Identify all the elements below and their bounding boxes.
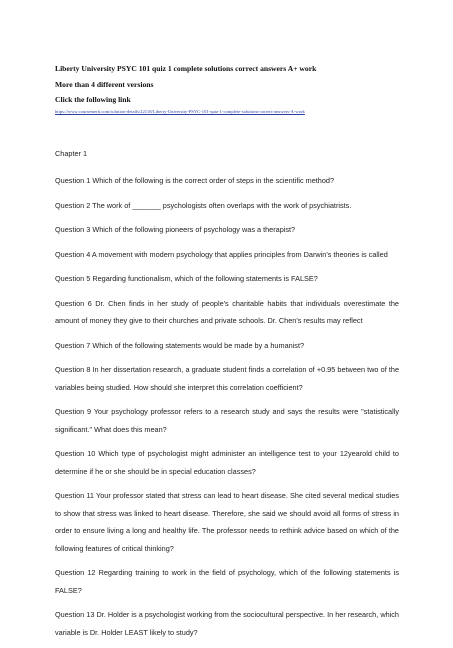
document-header <box>55 64 415 116</box>
question-12: Question 12 Regarding training to work in the field of psychology, which of the following statements is FALSE? <box>55 568 399 595</box>
question-2: Question 2 The work of _______ psychologists often overlaps with the work of psychiatrists. <box>55 200 352 210</box>
document-body <box>55 148 399 648</box>
question-4: Question 4 A movement with modern psychology that applies principles from Darwin's theories is called <box>55 249 388 259</box>
question-8: Question 8 In her dissertation research, a graduate student finds a correlation of +0.95 between two of the variables being studied. How should she interpret this correlation coefficient? <box>55 365 399 392</box>
chapter-heading: Chapter 1 <box>55 149 88 158</box>
versions-note: More than 4 different versions <box>55 79 154 89</box>
question-13: Question 13 Dr. Holder is a psychologist working from the sociocultural perspective. In her research, which variable is Dr. Holder LEAST likely to study? <box>55 610 399 637</box>
document-title: Liberty University PSYC 101 quiz 1 complete solutions correct answers A+ work <box>55 64 317 73</box>
question-11: Question 11 Your professor stated that stress can lead to heart disease. She cited several medical studies to show that stress was linked to heart disease. Therefore, she said we should avoid all forms of stress in order to ensure living a long and healthy life. The professor needs to rethink advice based on which of the following features of critical thinking? <box>55 491 399 553</box>
question-6: Question 6 Dr. Chen finds in her study of people's charitable habits that individuals overestimate the amount of money they give to their churches and private schools. Dr. Chen's results may reflect <box>55 298 399 325</box>
question-7: Question 7 Which of the following statements would be made by a humanist? <box>55 340 305 350</box>
solution-link[interactable]: https://www.coursemerit.com/solution-details/22118/Liberty-University-PSYC-101-quiz-1-complete-solutions-correct-answers-A-work <box>55 108 305 114</box>
click-instruction: Click the following link <box>55 95 131 104</box>
question-3: Question 3 Which of the following pioneers of psychology was a therapist? <box>55 225 296 234</box>
question-9: Question 9 Your psychology professor refers to a research study and says the results were "statistically significant." What does this mean? <box>55 407 399 434</box>
question-5: Question 5 Regarding functionalism, which of the following statements is FALSE? <box>55 274 318 283</box>
question-1: Question 1 Which of the following is the correct order of steps in the scientific method? <box>55 176 335 185</box>
question-10: Question 10 Which type of psychologist might administer an intelligence test to your 12yearold child to determine if he or she should be in special education classes? <box>55 449 399 476</box>
